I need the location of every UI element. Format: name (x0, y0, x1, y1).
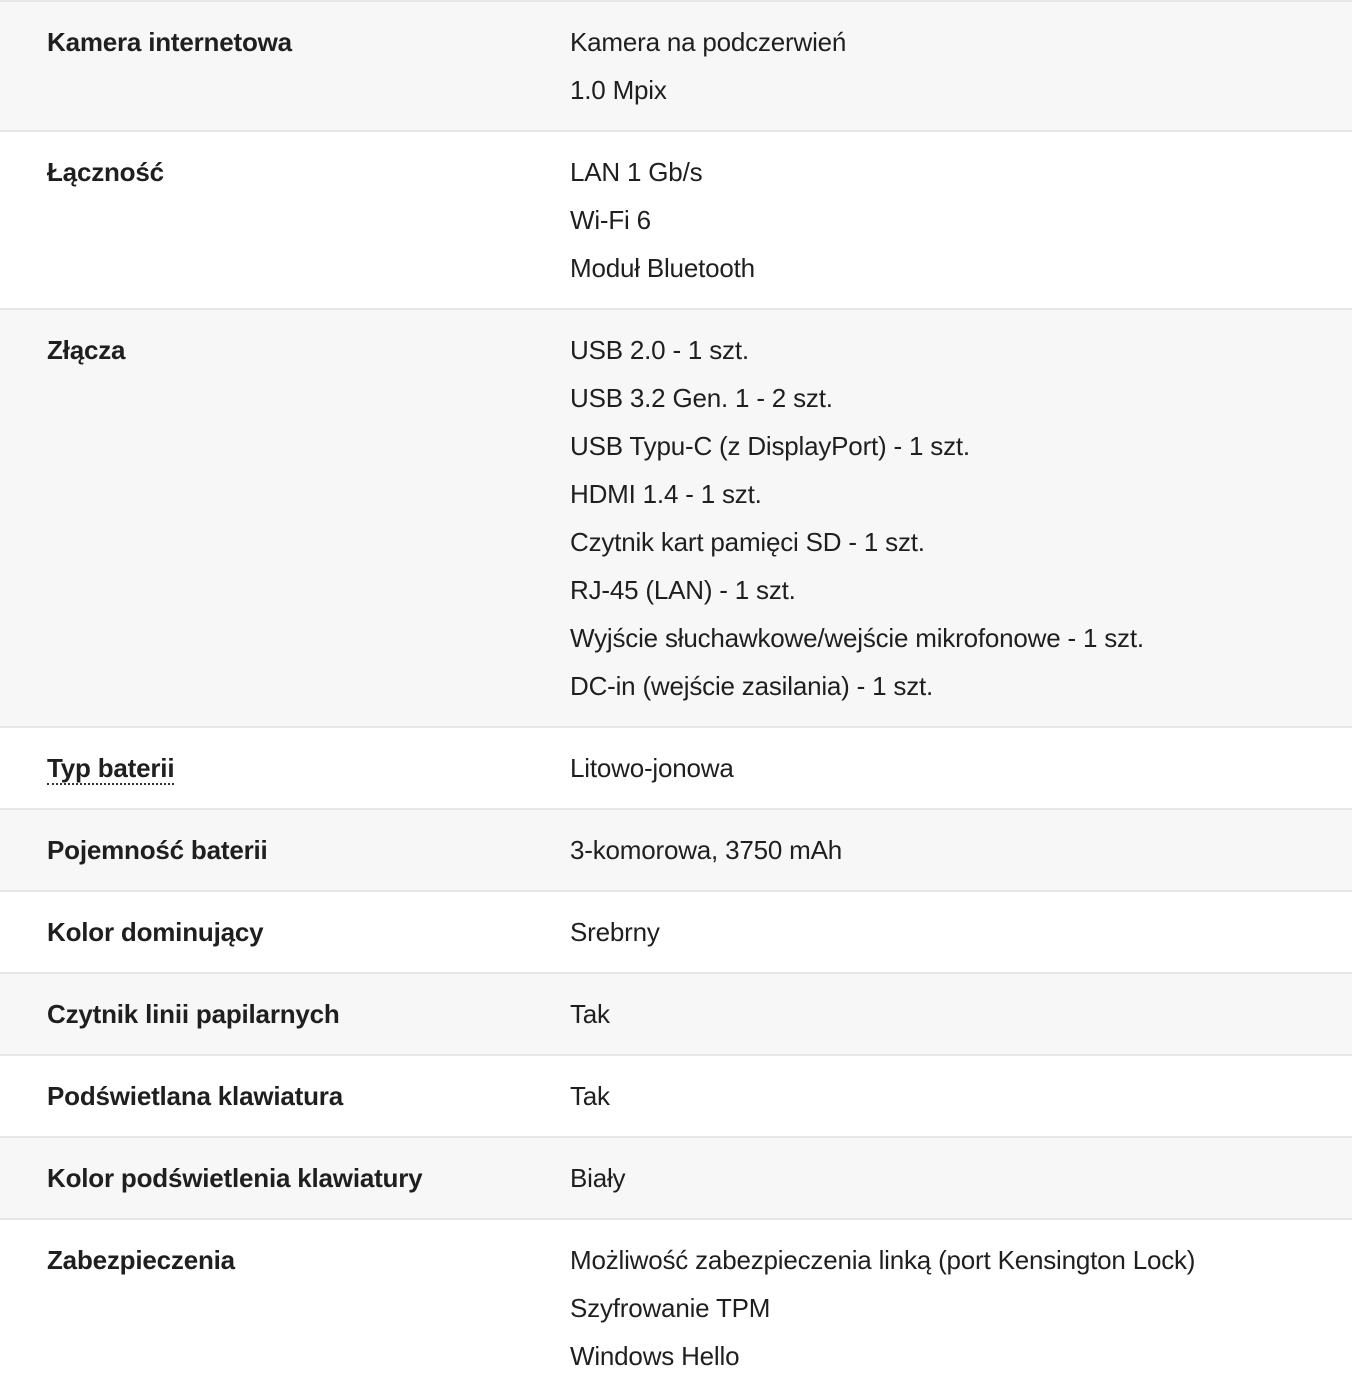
spec-value: Biały (570, 1163, 626, 1193)
spec-values (570, 834, 1352, 882)
spec-values (570, 1244, 1352, 1388)
spec-value: LAN 1 Gb/s (570, 157, 703, 187)
spec-values (570, 998, 1352, 1046)
spec-value: 1.0 Mpix (570, 75, 667, 105)
spec-value: Srebrny (570, 917, 660, 947)
battery-type-tooltip-trigger[interactable]: Typ baterii (47, 753, 175, 783)
spec-value: Możliwość zabezpieczenia linką (port Kensington Lock) (570, 1245, 1196, 1275)
spec-value: USB Typu-C (z DisplayPort) - 1 szt. (570, 431, 970, 461)
spec-row-security (0, 1220, 1352, 1396)
spec-value: Kamera na podczerwień (570, 27, 847, 57)
spec-value: Windows Hello (570, 1341, 740, 1371)
spec-row-backlit-keyboard (0, 1056, 1352, 1138)
spec-value: Tak (570, 1081, 610, 1111)
spec-label: Łączność (47, 157, 164, 187)
spec-values (570, 26, 1352, 122)
spec-value: DC-in (wejście zasilania) - 1 szt. (570, 671, 934, 701)
spec-value: HDMI 1.4 - 1 szt. (570, 479, 762, 509)
spec-value: 3-komorowa, 3750 mAh (570, 835, 843, 865)
spec-label: Kolor podświetlenia klawiatury (47, 1163, 423, 1193)
spec-row-connectivity (0, 132, 1352, 310)
spec-label: Złącza (47, 335, 126, 365)
spec-label: Kamera internetowa (47, 27, 292, 57)
spec-label: Czytnik linii papilarnych (47, 999, 340, 1029)
spec-row-backlight-color (0, 1138, 1352, 1220)
spec-value: Tak (570, 999, 610, 1029)
spec-value: Moduł Bluetooth (570, 253, 755, 283)
spec-value: Wi-Fi 6 (570, 205, 651, 235)
spec-row-fingerprint (0, 974, 1352, 1056)
spec-value: USB 3.2 Gen. 1 - 2 szt. (570, 383, 833, 413)
spec-label (0, 752, 570, 800)
spec-values (570, 1162, 1352, 1210)
spec-row-battery-type (0, 728, 1352, 810)
spec-row-battery-capacity (0, 810, 1352, 892)
spec-values (570, 156, 1352, 300)
spec-value: Szyfrowanie TPM (570, 1293, 771, 1323)
spec-label: Zabezpieczenia (47, 1245, 235, 1275)
spec-label: Podświetlana klawiatura (47, 1081, 343, 1111)
spec-row-color (0, 892, 1352, 974)
spec-value: Wyjście słuchawkowe/wejście mikrofonowe - 1 szt. (570, 623, 1144, 653)
spec-row-ports (0, 310, 1352, 728)
spec-value: Litowo-jonowa (570, 753, 734, 783)
spec-values (570, 1080, 1352, 1128)
spec-value: RJ-45 (LAN) - 1 szt. (570, 575, 796, 605)
spec-label: Kolor dominujący (47, 917, 264, 947)
spec-label: Pojemność baterii (47, 835, 268, 865)
spec-values (570, 916, 1352, 964)
spec-value: USB 2.0 - 1 szt. (570, 335, 749, 365)
spec-values (570, 334, 1352, 718)
spec-values (570, 752, 1352, 800)
spec-value: Czytnik kart pamięci SD - 1 szt. (570, 527, 925, 557)
spec-row-webcam (0, 2, 1352, 132)
